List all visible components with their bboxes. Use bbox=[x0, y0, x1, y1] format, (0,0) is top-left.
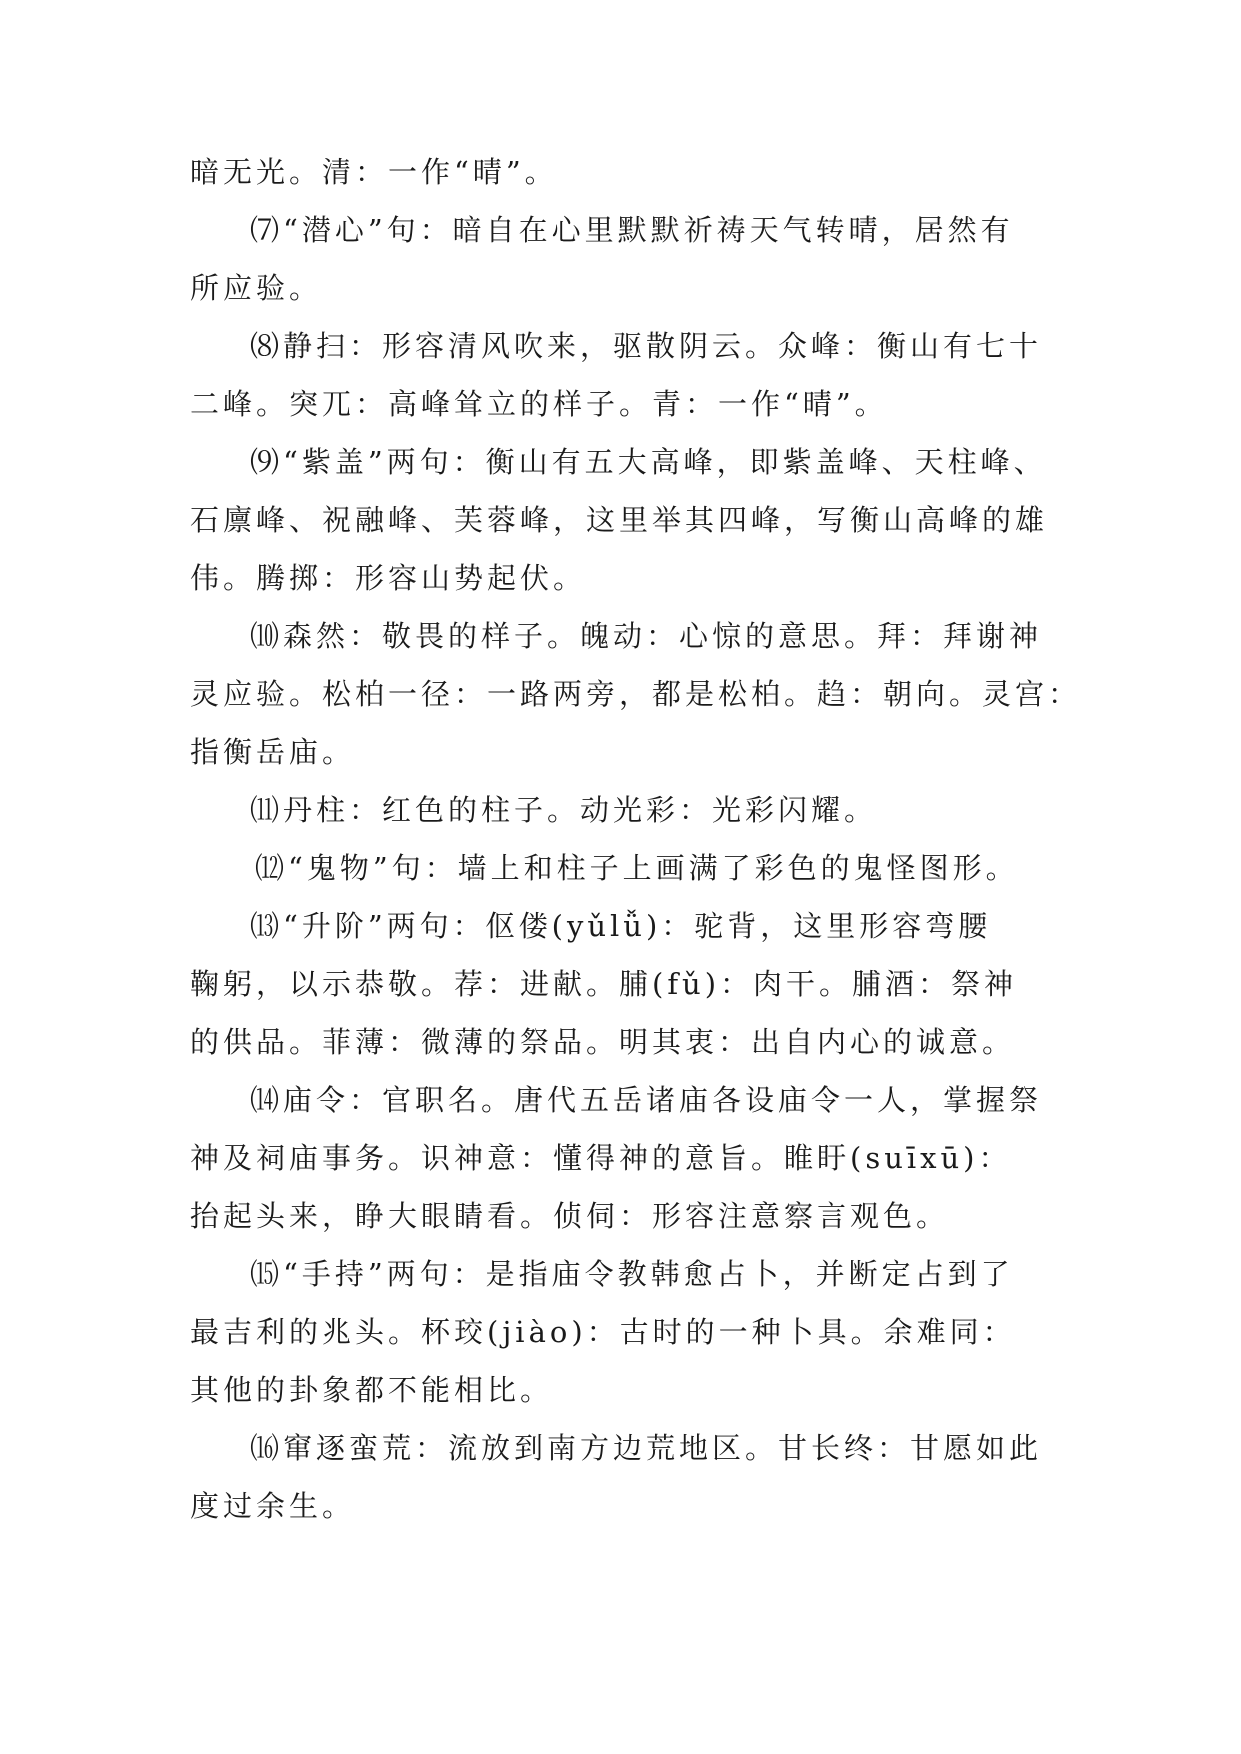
text-line: 鞠躬，以示恭敬。荐：进献。脯(fǔ)：肉干。脯酒：祭神 bbox=[190, 967, 1018, 1001]
text-line: 其他的卦象都不能相比。 bbox=[190, 1373, 554, 1407]
text-line: 二峰。突兀：高峰耸立的样子。青：一作“晴”。 bbox=[190, 387, 888, 421]
text-line: ⒃窜逐蛮荒：流放到南方边荒地区。甘长终：甘愿如此 bbox=[250, 1431, 1043, 1465]
text-line: ⑾丹柱：红色的柱子。动光彩：光彩闪耀。 bbox=[250, 793, 878, 827]
text-line: 神及祠庙事务。识神意：懂得神的意旨。睢盱(suīxū)： bbox=[190, 1141, 1012, 1175]
text-line: 所应验。 bbox=[190, 271, 323, 305]
text-line: 暗无光。清：一作“晴”。 bbox=[190, 155, 558, 189]
text-line: 石廪峰、祝融峰、芙蓉峰，这里举其四峰，写衡山高峰的雄 bbox=[190, 503, 1049, 537]
text-line: ⒀“升阶”两句：伛偻(yǔlǚ)：驼背，这里形容弯腰 bbox=[250, 909, 992, 943]
text-line: ⑺“潜心”句：暗自在心里默默祈祷天气转晴，居然有 bbox=[250, 213, 1014, 247]
text-line: 最吉利的兆头。杯珓(jiào)：古时的一种卜具。余难同： bbox=[190, 1315, 1016, 1349]
text-line: ⑼“紫盖”两句：衡山有五大高峰，即紫盖峰、天柱峰、 bbox=[250, 445, 1047, 479]
text-line: 抬起头来，睁大眼睛看。侦伺：形容注意察言观色。 bbox=[190, 1199, 950, 1233]
text-line: ⒂“手持”两句：是指庙令教韩愈占卜，并断定占到了 bbox=[250, 1257, 1014, 1291]
text-line: ⑿“鬼物”句：墙上和柱子上画满了彩色的鬼怪图形。 bbox=[255, 851, 1019, 885]
text-line: 指衡岳庙。 bbox=[190, 735, 356, 769]
text-line: 度过余生。 bbox=[190, 1489, 356, 1523]
text-line: 灵应验。松柏一径：一路两旁，都是松柏。趋：朝向。灵宫： bbox=[190, 677, 1082, 711]
text-line: ⒁庙令：官职名。唐代五岳诸庙各设庙令一人，掌握祭 bbox=[250, 1083, 1043, 1117]
text-line: 的供品。菲薄：微薄的祭品。明其衷：出自内心的诚意。 bbox=[190, 1025, 1016, 1059]
text-line: ⑽森然：敬畏的样子。魄动：心惊的意思。拜：拜谢神 bbox=[250, 619, 1043, 653]
text-line: ⑻静扫：形容清风吹来，驱散阴云。众峰：衡山有七十 bbox=[250, 329, 1043, 363]
text-line: 伟。腾掷：形容山势起伏。 bbox=[190, 561, 587, 595]
